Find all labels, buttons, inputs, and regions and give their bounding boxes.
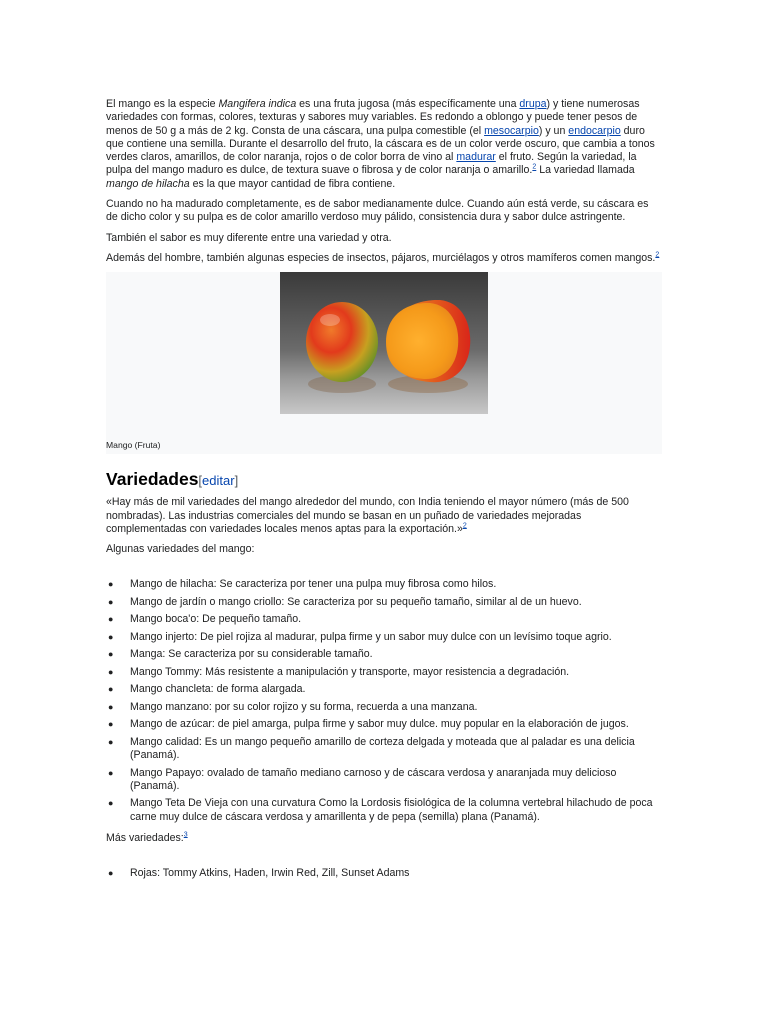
bullet-icon: ● bbox=[108, 798, 114, 809]
text-span: La variedad llamada bbox=[536, 164, 635, 177]
link-mesocarpio[interactable]: mesocarpio bbox=[484, 124, 539, 137]
reference-link[interactable]: 2 bbox=[532, 163, 537, 171]
more-varieties-list bbox=[106, 867, 662, 880]
mango-photo[interactable] bbox=[280, 272, 488, 414]
list-item-text: Mango manzano: por su color rojizo y su forma, recuerda a una manzana. bbox=[130, 700, 478, 713]
list-item bbox=[106, 867, 662, 880]
link-drupa[interactable]: drupa bbox=[519, 98, 547, 110]
list-item bbox=[106, 767, 662, 794]
edit-link[interactable]: editar bbox=[202, 473, 235, 489]
bullet-icon: ● bbox=[108, 631, 114, 642]
text-span: Más variedades: bbox=[106, 831, 184, 844]
article-content bbox=[106, 98, 662, 889]
list-item bbox=[106, 648, 662, 661]
list-item bbox=[106, 797, 662, 824]
more-varieties-label bbox=[106, 832, 662, 845]
bullet-icon: ● bbox=[108, 596, 114, 607]
text-span: es la que mayor cantidad de fibra contiene. bbox=[189, 177, 396, 190]
list-item-text: Mango calidad: Es un mango pequeño amarillo de corteza delgada y moteada que al paladar es una delicia (Panamá). bbox=[130, 735, 635, 762]
variety-name: mango de hilacha bbox=[106, 177, 190, 190]
bullet-icon: ● bbox=[108, 684, 114, 695]
figure-caption: Mango (Fruta) bbox=[106, 440, 161, 451]
list-item-text: Manga: Se caracteriza por su considerable tamaño. bbox=[130, 648, 373, 661]
section-title: Variedades bbox=[106, 469, 199, 490]
text-span: Además del hombre, también algunas especies de insectos, pájaros, murciélagos y otros mamíferos comen mangos. bbox=[106, 251, 656, 264]
edit-bracket-open: [ bbox=[198, 473, 203, 489]
list-intro: Algunas variedades del mango: bbox=[106, 543, 255, 556]
text-span: ) y tiene numerosas variedades con formas, colores, texturas y sabores muy variables. Es redondo a oblongo y puede tener pesos de menos de 50 g a más de 2 kg. Consta de una cáscara, una pulpa comestible (el bbox=[106, 98, 640, 137]
bullet-icon: ● bbox=[108, 736, 114, 747]
text-span: El mango es la especie bbox=[106, 98, 219, 110]
list-item-text: Mango Teta De Vieja con una curvatura Como la Lordosis fisiológica de la columna vertebral hilachudo de poca carne muy dulce de cáscara verdosa y amarillenta y de pepa (semilla) plana (Panamá). bbox=[130, 797, 653, 823]
list-item bbox=[106, 631, 662, 644]
reference-link[interactable]: 2 bbox=[462, 522, 467, 530]
link-madurar[interactable]: madurar bbox=[456, 151, 496, 164]
bullet-icon: ● bbox=[108, 579, 114, 590]
list-item bbox=[106, 578, 662, 591]
list-item-text: Mango injerto: De piel rojiza al madurar, pulpa firme y un sabor muy dulce con un levísimo toque agrio. bbox=[130, 630, 612, 643]
list-item-text: Mango chancleta: de forma alargada. bbox=[130, 683, 306, 696]
list-item bbox=[106, 683, 662, 696]
text-span: es una fruta jugosa (más específicamente una bbox=[296, 98, 520, 110]
ripening-paragraph: Cuando no ha madurado completamente, es de sabor medianamente dulce. Cuando aún está verde, su cáscara es de dicho color y su pulpa es de color amarillo verdoso muy pálido, consistencia dura y sabor dulce astringente. bbox=[106, 198, 649, 224]
bullet-icon: ● bbox=[108, 868, 114, 879]
edit-bracket-close: ] bbox=[234, 473, 239, 489]
list-item bbox=[106, 736, 662, 763]
bullet-icon: ● bbox=[108, 614, 114, 625]
list-item-text: Mango de hilacha: Se caracteriza por tener una pulpa muy fibrosa como hilos. bbox=[130, 578, 497, 591]
list-item bbox=[106, 613, 662, 626]
varieties-list bbox=[106, 578, 662, 824]
varieties-quote bbox=[106, 496, 662, 536]
list-item-text: Mango boca'o: De pequeño tamaño. bbox=[130, 613, 302, 626]
flavor-paragraph: También el sabor es muy diferente entre una variedad y otra. bbox=[106, 231, 392, 244]
text-span: «Hay más de mil variedades del mango alrededor del mundo, con India teniendo el mayor número (más de 500 nombradas). Las industrias comerciales del mundo se basan en un puñado de variedades mejoradas complementadas con variedades locales menos aptas para la exportación.» bbox=[106, 496, 629, 535]
list-item bbox=[106, 701, 662, 714]
list-item-text: Mango Tommy: Más resistente a manipulación y transporte, mayor resistencia a degradación. bbox=[130, 665, 570, 678]
bullet-icon: ● bbox=[108, 767, 114, 778]
species-name: Mangifera indica bbox=[218, 98, 297, 110]
edit-section bbox=[198, 473, 238, 488]
list-item-text: Mango de azúcar: de piel amarga, pulpa firme y sabor muy dulce. muy popular en la elaboración de jugos. bbox=[130, 718, 629, 731]
mango-figure bbox=[106, 272, 662, 454]
intro-paragraph bbox=[106, 98, 662, 191]
list-item-text: Rojas: Tommy Atkins, Haden, Irwin Red, Zill, Sunset Adams bbox=[130, 867, 410, 880]
list-item bbox=[106, 666, 662, 679]
list-item bbox=[106, 596, 662, 609]
text-span: ) y un bbox=[538, 124, 569, 137]
bullet-icon: ● bbox=[108, 649, 114, 660]
reference-link[interactable]: 3 bbox=[183, 831, 188, 839]
link-endocarpio[interactable]: endocarpio bbox=[568, 124, 621, 137]
list-item bbox=[106, 718, 662, 731]
list-item-text: Mango Papayo: ovalado de tamaño mediano carnoso y de cáscara verdosa y anaranjada muy delicioso (Panamá). bbox=[130, 766, 617, 792]
reference-link[interactable]: 2 bbox=[655, 251, 660, 259]
text-span: el fruto. Según la variedad, la pulpa del mango maduro es dulce, de textura suave o fibrosa y de color naranja o amarillo. bbox=[106, 151, 637, 177]
bullet-icon: ● bbox=[108, 666, 114, 677]
bullet-icon: ● bbox=[108, 719, 114, 730]
section-heading bbox=[106, 468, 662, 492]
list-item-text: Mango de jardín o mango criollo: Se caracteriza por su pequeño tamaño, similar al de un huevo. bbox=[130, 595, 582, 608]
text-span: duro que contiene una semilla. Durante el desarrollo del fruto, la cáscara es de un color verde oscuro, que cambia a tonos verdes claros, amarillos, de color naranja, rojos o de color borra de vino al bbox=[106, 124, 655, 164]
animals-paragraph bbox=[106, 252, 662, 265]
bullet-icon: ● bbox=[108, 701, 114, 712]
